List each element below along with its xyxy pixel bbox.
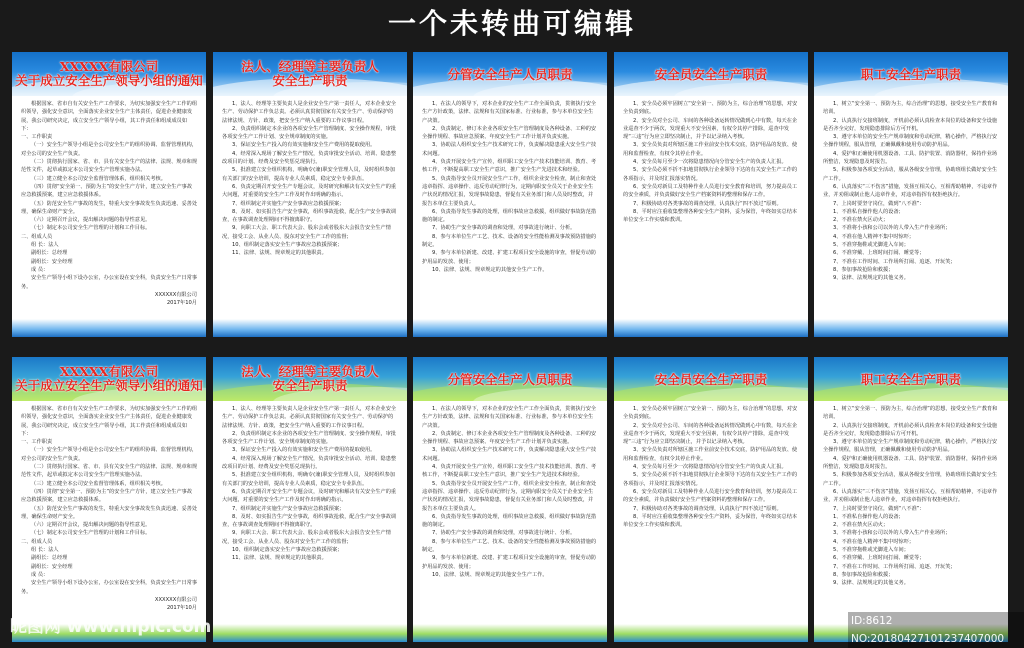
board-paragraph: 安全生产领导小组下设办公室，办公室设在安全科，负责安全生产日常事务。 (21, 275, 197, 290)
board-paragraph: 4、不准在他人精神不集中时惊吓； (833, 538, 915, 545)
board-paragraph: 7、组织制定并实施生产安全事故应急救援预案； (232, 200, 345, 207)
board-paragraph: 2、认真执行交接班制度，开机前必须认真检查本岗位的设备和安全设施是否齐全完好，发现隐患排除后方可开机。 (823, 117, 998, 132)
board-paragraph: 3、遵守本单位的安全生产规章制度和劳动纪律，精心操作，严格执行安全操作规程，服从管理，正确佩戴和使用劳动防护用品。 (823, 439, 998, 454)
poster-board-3 (413, 52, 607, 337)
board-title: 分管安全生产人员职责 (447, 372, 573, 387)
board-paragraph: 4、负责开展安全生产宣传，组织职工安全生产技术技能培训、教育、考核工作，不断提高职工安全生产意识，推广安全生产先进技术和经验。 (422, 464, 597, 479)
board-paragraph: 6、不准穿戴、上班时间打闹、睡觉等； (833, 555, 925, 562)
board-paragraph: 2、负责组织制定本企业的各项安全生产管理制度、安全操作规程，审批各项安全生产工作计划、安全规章制度的实施。 (222, 430, 397, 446)
board-paragraph: （二）贯彻执行国家、省、市、县有关安全生产的法律、法规、规章和规范性文件，起草或拟定本公司安全生产管理实施办法。 (21, 464, 197, 479)
board-header (413, 357, 607, 401)
board-paragraph: 5、负责指导安全员开展安全生产工作，组织企业安全检查，制止和查处违章指挥、违章操作、违反劳动纪律行为，定期向职安全员关于企业安全生产状况的情况汇报，发现事故隐患，督促有关业务部门和人员及时整改，并报告本单位主要负责人。 (422, 175, 597, 207)
board-paragraph: （一）安全生产领导小组是全公司安全生产的组织协调、监督管理机构，对全公司的安全生产负责。 (21, 142, 197, 157)
board-header (814, 52, 1008, 96)
board-paragraph: 4、负责开展安全生产宣传，组织职工安全生产技术技能培训、教育、考核工作，不断提高职工安全生产意识，推广安全生产先进技术和经验。 (422, 159, 597, 174)
poster-board-1 (12, 52, 206, 337)
board-paragraph: 5、负责指导安全员开展安全生产工作，组织企业安全检查，制止和查处违章指挥、违章操作、违反劳动纪律行为，定期向职安全员关于企业安全生产状况的情况汇报，发现事故隐患，督促有关业务部门和人员及时整改，并报告本单位主要负责人。 (422, 480, 597, 512)
board-paragraph: 7、组织制定并实施生产安全事故应急救援预案； (232, 505, 345, 512)
poster-board-2 (213, 52, 407, 337)
board-paragraph: 2、安全员对全公司、车间的各种设备运转情况做到心中有数，每天在企业巡查不少于两次，发现重大不安全因素，有权令其停产排除，巡查中发现“三违”行为应立即坚决制止，并予以记录纳入考核。 (623, 117, 798, 141)
board-paragraph: 5、不准穿拖鞋或光脚进入车间； (833, 547, 909, 554)
board-paragraph: 成 员： (31, 266, 49, 273)
board-paragraph: 9、法律、法规规定的其他义务。 (833, 580, 909, 587)
board-header (614, 52, 808, 96)
board-body (623, 100, 799, 322)
board-paragraph: 9、向职工大会、职工代表大会、股东会或者股东大会报告安全生产情况，接受工会、从业人员、股东对安全生产工作的监督； (222, 530, 391, 545)
board-header (12, 357, 206, 401)
board-paragraph: 6、负责定期召开安全生产专题会议，及时研究和解决有关安全生产的重大问题，对重要的安全生产工作及时作出明确的指示。 (222, 488, 397, 504)
board-paragraph: 5、批准建立安全组织机构，明确专(兼)职安全管理人员，及时组织参加有关部门的安全培训，提高专业人员素质，稳定安全专业队伍。 (222, 167, 395, 182)
board-paragraph: 8、参加事故抢险和救援； (833, 266, 894, 273)
poster-board-3 (413, 357, 607, 642)
board-paragraph: （六）定期召开会议，提出解决问题的指导性意见。 (31, 217, 151, 224)
site-watermark: 昵图网 www.nipic.com (10, 617, 212, 637)
board-paragraph: 7、协助生产安全事故的调查和处理，对事故进行统计、分析。 (432, 225, 576, 232)
poster-board-1 (12, 357, 206, 642)
board-paragraph: 3、安全员负责对所辖区施工作业前安全技术交底，防护用品的发放、使用和监督检查，有权令其停止作业。 (623, 447, 798, 462)
board-paragraph: 二、组成人员 (21, 233, 53, 240)
board-paragraph: 6、安全员对新员工及特种作业人员进行安全教育和培训，努力提高员工的安全素质，并负责做好安全生产档案资料的整理和保存工作。 (623, 488, 798, 504)
board-paragraph: （五）防范安全生产事故的发生，特重大安全事故发生负责迅速、妥善处理，确保生命财产安全。 (21, 505, 197, 520)
board-paragraph: （三）建立健全本公司安全监督管理体系，组织相关考核。 (31, 480, 166, 487)
board-paragraph: 6、认真落实“三不伤害”措施，发扬互相关心，互相帮助精神，不违章作业，并劝阻或制止他人违章作业，对违章指挥有权拒绝执行。 (823, 183, 998, 199)
board-paragraph: 一、工作职责 (21, 439, 53, 446)
board-paragraph: 4、经常深入现场了解安全生产情况，负责审批安全活动、培训、隐患整改项目的计划、经费及安全奖惩兑现执行。 (222, 150, 397, 166)
board-body (623, 405, 799, 627)
board-paragraph: 7、不准在工作时间、工作场所打闹、追逐、开玩笑； (833, 258, 956, 265)
board-footer-decoration (413, 624, 607, 642)
board-paragraph: 4、安全员每月至少一次将隐患情况向分管安全生产的负责人汇报。 (633, 159, 787, 166)
board-paragraph: 3、安全员负责对所辖区施工作业前安全技术交底，防护用品的发放、使用和监督检查，有权令其停止作业。 (623, 142, 798, 157)
board-paragraph: 10、法律、法规、规章规定的其他安全生产工作。 (432, 266, 548, 273)
poster-board-5 (814, 357, 1008, 642)
board-paragraph: 副组长：安全经理 (31, 258, 73, 265)
board-paragraph: 2、负责制定、修订本企业各项安全生产管理制度及各种设备、工种的安全操作规程、事故应急预案、年度安全生产工作计划并负责实施。 (422, 430, 597, 446)
board-footer-decoration (814, 319, 1008, 337)
board-paragraph: 10、组织制定落实安全生产事故应急救援预案； (232, 242, 343, 249)
board-body (422, 405, 598, 627)
board-paragraph: 2、安全员对全公司、车间的各种设备运转情况做到心中有数，每天在企业巡查不少于两次，发现重大不安全因素，有权令其停产排除，巡查中发现“三违”行为应立即坚决制止，并予以记录纳入考核。 (623, 422, 798, 446)
poster-board-4 (614, 357, 808, 642)
board-paragraph: 10、法律、法规、规章规定的其他安全生产工作。 (432, 571, 548, 578)
page-title: 一个未转曲可编辑 (387, 7, 636, 40)
board-title: XXXXX有限公司 关于成立安全生产领导小组的通知 (15, 364, 203, 393)
board-paragraph: （七）制定本公司安全生产管理的计划和工作目标。 (31, 530, 151, 537)
board-paragraph: 7、上岗时要坚守岗位，做到“八不准”： (833, 200, 925, 207)
board-paragraph: 8、及时、如实报告生产安全事故，组织事故抢救，配合生产安全事故调查，在事故调查处理期间不得擅离职守。 (222, 208, 397, 224)
board-header (614, 357, 808, 401)
board-paragraph: 3、不准将小孩和公司以外的人带入生产作业场所； (833, 225, 951, 232)
board-paragraph: 6、负责定期召开安全生产专题会议，及时研究和解决有关安全生产的重大问题，对重要的安全生产工作及时作出明确的指示。 (222, 183, 397, 199)
board-paragraph: 2、负责组织制定本企业的各项安全生产管理制度、安全操作规程，审批各项安全生产工作计划、安全规章制度的实施。 (222, 125, 397, 141)
board-paragraph: 5、积极参加各项安全活动，服从各级安全管理，协助班组长做好安全生产工作。 (823, 167, 998, 182)
board-paragraph: 3、保证安全生产投入的有效实施和安全生产费用的提取使用。 (232, 447, 376, 454)
board-header (12, 52, 206, 96)
board-paragraph: 5、安全员必须不折不扣地贯彻执行企业领导下达的有关安全生产工作的各项指示，并及时汇报落实情况。 (623, 472, 798, 487)
board-paragraph: 10、组织制定落实安全生产事故应急救援预案； (232, 547, 343, 554)
poster-board-2 (213, 357, 407, 642)
board-paragraph: 3、不准将小孩和公司以外的人带入生产作业场所； (833, 530, 951, 537)
poster-board-4 (614, 52, 808, 337)
board-paragraph: 1、在法人的领导下，对本企业的安全生产工作全面负责，贯彻执行安全生产方针政策，法律、法规和有关国家标准、行业标准，参与本单位安全生产决策。 (422, 406, 597, 429)
board-title: 安全员安全生产职责 (654, 67, 768, 82)
board-paragraph: 7、不准在工作时间、工作场所打闹、追逐、开玩笑； (833, 563, 956, 570)
board-header (413, 52, 607, 96)
board-paragraph: 9、参与本单位新建、改建、扩建工程项目安全设施的审查，督促劳动防护用品的发放、使用； (422, 555, 597, 570)
board-paragraph: 7、积极协助对各类事故的调查处理，认真执行“四不放过”原则。 (633, 505, 782, 512)
board-paragraph: 6、不准穿戴、上班时间打闹、睡觉等； (833, 250, 925, 257)
board-paragraph: 组 长：法人 (31, 242, 59, 249)
board-paragraph: 4、安全员每月至少一次将隐患情况向分管安全生产的负责人汇报。 (633, 464, 787, 471)
board-paragraph: 9、参与本单位新建、改建、扩建工程项目安全设施的审查，督促劳动防护用品的发放、使用； (422, 250, 597, 265)
board-paragraph: 1、法人、经理等主要负责人是企业安全生产第一责任人，对本企业安全生产、劳动保护工作负总责。必须认真贯彻国家有关安全生产、劳动保护的法律法规、方针、政策，把安全生产纳入重要的工作议事日程。 (222, 101, 397, 124)
board-paragraph: 11、法律、法规、规章规定的其他职责。 (232, 555, 327, 562)
board-paragraph: XXXXXX有限公司 (154, 291, 197, 298)
board-paragraph: 8、平时应注重收集整理各种安全生产资料，妥为保管，年终如实总结本单位安全工作实绩和教训。 (623, 208, 798, 224)
board-body (823, 100, 999, 322)
board-footer-decoration (413, 319, 607, 337)
board-title: 职工安全生产职责 (860, 372, 961, 387)
board-paragraph: 6、安全员对新员工及特种作业人员进行安全教育和培训，努力提高员工的安全素质，并负责做好安全生产档案资料的整理和保存工作。 (623, 183, 798, 199)
board-paragraph: 2017年10月 (166, 300, 197, 307)
board-header (814, 357, 1008, 401)
board-paragraph: 1、不准私自操作他人的设备； (833, 513, 904, 520)
board-footer-decoration (12, 319, 206, 337)
board-paragraph: 1、安全员必须牢固树立“安全第一、预防为主，综合治理”的思想，对安全负责到底。 (623, 101, 798, 116)
board-paragraph: 5、安全员必须不折不扣地贯彻执行企业领导下达的有关安全生产工作的各项指示，并及时汇报落实情况。 (623, 167, 798, 182)
board-paragraph: 二、组成人员 (21, 538, 53, 545)
board-footer-decoration (213, 319, 407, 337)
board-paragraph: 9、向职工大会、职工代表大会、股东会或者股东大会报告安全生产情况，接受工会、从业人员、股东对安全生产工作的监督； (222, 225, 391, 240)
board-body (422, 100, 598, 322)
board-body (21, 405, 197, 627)
board-paragraph: 根据国家、省市自有关安全生产工作要求，为切实加强安全生产工作的组织领导，强化安全意识，全面落实企业安全生产主体责任，促进企业健康发展，我公司研究决定，成立安全生产领导小组，其工作责任和组成成员如下： (21, 101, 197, 132)
board-paragraph: 8、参加事故抢险和救援； (833, 571, 894, 578)
board-paragraph: 7、协助生产安全事故的调查和处理，对事故进行统计、分析。 (432, 530, 576, 537)
board-title: 职工安全生产职责 (860, 67, 961, 82)
board-paragraph: 8、参与本单位生产工艺、技术、设备的安全性能检测及事故预防措施的制定。 (422, 233, 597, 249)
board-paragraph: 5、批准建立安全组织机构，明确专(兼)职安全管理人员，及时组织参加有关部门的安全培训，提高专业人员素质，稳定安全专业队伍。 (222, 472, 395, 487)
board-paragraph: （四）贯彻“安全第一、预防为主”的安全生产方针，建立安全生产事故应急救援预案，建立应急救援体系。 (21, 183, 193, 199)
board-paragraph: XXXXXX有限公司 (154, 596, 197, 603)
board-paragraph: （三）建立健全本公司安全监督管理体系，组织相关考核。 (31, 175, 166, 182)
board-paragraph: 一、工作职责 (21, 134, 53, 141)
board-footer-decoration (614, 624, 808, 642)
board-paragraph: 4、经常深入现场了解安全生产情况，负责审批安全活动、培训、隐患整改项目的计划、经费及安全奖惩兑现执行。 (222, 455, 397, 471)
board-paragraph: 4、爱护和正确使用机器设备、工具、防护装置、消防器材，保持作业场所整洁，发现隐患及时报告。 (823, 150, 998, 166)
board-body (21, 100, 197, 322)
board-paragraph: 11、法律、法规、规章规定的其他职责。 (232, 250, 327, 257)
board-paragraph: 2、负责制定、修订本企业各项安全生产管理制度及各种设备、工种的安全操作规程、事故应急预案、年度安全生产工作计划并负责实施。 (422, 125, 597, 141)
board-title: 法人、经理等主要负责人 安全生产职责 (241, 364, 379, 393)
board-paragraph: 5、积极参加各项安全活动，服从各级安全管理，协助班组长做好安全生产工作。 (823, 472, 998, 487)
board-paragraph: 4、不准在他人精神不集中时惊吓； (833, 233, 915, 240)
board-title: 分管安全生产人员职责 (447, 67, 573, 82)
board-paragraph: 1、在法人的领导下，对本企业的安全生产工作全面负责，贯彻执行安全生产方针政策，法律、法规和有关国家标准、行业标准，参与本单位安全生产决策。 (422, 101, 597, 124)
board-header (213, 357, 407, 401)
board-body (222, 405, 398, 627)
board-paragraph: 8、平时应注重收集整理各种安全生产资料，妥为保管，年终如实总结本单位安全工作实绩和教训。 (623, 513, 798, 529)
board-paragraph: 7、积极协助对各类事故的调查处理，认真执行“四不放过”原则。 (633, 200, 782, 207)
board-paragraph: 3、遵守本单位的安全生产规章制度和劳动纪律，精心操作，严格执行安全操作规程，服从管理，正确佩戴和使用劳动防护用品。 (823, 134, 998, 149)
board-paragraph: 副组长：安全经理 (31, 563, 73, 570)
board-paragraph: 2、认真执行交接班制度，开机前必须认真检查本岗位的设备和安全设施是否齐全完好，发现隐患排除后方可开机。 (823, 422, 998, 437)
image-id: ID:8612 NO:20180427101237407000 (848, 612, 1024, 648)
board-row-bottom (12, 357, 1012, 642)
board-paragraph: （四）贯彻“安全第一、预防为主”的安全生产方针，建立安全生产事故应急救援预案，建立应急救援体系。 (21, 488, 193, 504)
board-paragraph: 安全生产领导小组下设办公室，办公室设在安全科，负责安全生产日常事务。 (21, 580, 197, 595)
board-paragraph: 2017年10月 (166, 605, 197, 612)
board-header (213, 52, 407, 96)
board-paragraph: 1、树立“安全第一、预防为主，综合治理”的思想，接受安全生产教育和培训。 (823, 101, 998, 116)
board-paragraph: 副组长：总经理 (31, 250, 68, 257)
board-footer-decoration (213, 624, 407, 642)
board-paragraph: 5、不准穿拖鞋或光脚进入车间； (833, 242, 909, 249)
board-title: 法人、经理等主要负责人 安全生产职责 (241, 59, 379, 88)
board-paragraph: 3、协助法人组织安全生产技术研究工作，负责解决隐患重大安全生产技术问题。 (422, 447, 597, 462)
board-paragraph: 6、认真落实“三不伤害”措施，发扬互相关心，互相帮助精神，不违章作业，并劝阻或制止他人违章作业，对违章指挥有权拒绝执行。 (823, 488, 998, 504)
board-paragraph: 8、及时、如实报告生产安全事故，组织事故抢救，配合生产安全事故调查，在事故调查处理期间不得擅离职守。 (222, 513, 397, 529)
board-title: XXXXX有限公司 关于成立安全生产领导小组的通知 (15, 59, 203, 88)
board-body (823, 405, 999, 627)
board-paragraph: 2、不准在禁火区动火； (833, 217, 889, 224)
board-paragraph: 8、参与本单位生产工艺、技术、设备的安全性能检测及事故预防措施的制定。 (422, 538, 597, 554)
board-paragraph: 1、树立“安全第一、预防为主，综合治理”的思想，接受安全生产教育和培训。 (823, 406, 998, 421)
board-paragraph: 副组长：总经理 (31, 555, 68, 562)
board-paragraph: （六）定期召开会议，提出解决问题的指导性意见。 (31, 522, 151, 529)
board-paragraph: （二）贯彻执行国家、省、市、县有关安全生产的法律、法规、规章和规范性文件，起草或拟定本公司安全生产管理实施办法。 (21, 159, 197, 174)
poster-board-5 (814, 52, 1008, 337)
board-paragraph: 3、保证安全生产投入的有效实施和安全生产费用的提取使用。 (232, 142, 376, 149)
board-paragraph: 1、安全员必须牢固树立“安全第一、预防为主，综合治理”的思想，对安全负责到底。 (623, 406, 798, 421)
board-paragraph: 成 员： (31, 571, 49, 578)
board-paragraph: 组 长：法人 (31, 547, 59, 554)
board-row-top (12, 52, 1012, 337)
board-footer-decoration (614, 319, 808, 337)
board-paragraph: 根据国家、省市自有关安全生产工作要求，为切实加强安全生产工作的组织领导，强化安全意识，全面落实企业安全生产主体责任，促进企业健康发展，我公司研究决定，成立安全生产领导小组，其工作责任和组成成员如下： (21, 406, 197, 437)
board-paragraph: （五）防范安全生产事故的发生，特重大安全事故发生负责迅速、妥善处理，确保生命财产安全。 (21, 200, 197, 215)
board-paragraph: （七）制定本公司安全生产管理的计划和工作目标。 (31, 225, 151, 232)
board-paragraph: 2、不准在禁火区动火； (833, 522, 889, 529)
board-paragraph: 6、负责指导发生事故的处理，组织事故应急救援，组织做好事故防范措施的制定。 (422, 208, 597, 224)
board-paragraph: 1、不准私自操作他人的设备； (833, 208, 904, 215)
board-title: 安全员安全生产职责 (654, 372, 768, 387)
board-paragraph: （一）安全生产领导小组是全公司安全生产的组织协调、监督管理机构，对全公司的安全生产负责。 (21, 447, 197, 462)
board-body (222, 100, 398, 322)
board-paragraph: 6、负责指导发生事故的处理，组织事故应急救援，组织做好事故防范措施的制定。 (422, 513, 597, 529)
board-paragraph: 1、法人、经理等主要负责人是企业安全生产第一责任人，对本企业安全生产、劳动保护工作负总责。必须认真贯彻国家有关安全生产、劳动保护的法律法规、方针、政策，把安全生产纳入重要的工作议事日程。 (222, 406, 397, 429)
board-paragraph: 9、法律、法规规定的其他义务。 (833, 275, 909, 282)
board-paragraph: 7、上岗时要坚守岗位，做到“八不准”： (833, 505, 925, 512)
board-paragraph: 4、爱护和正确使用机器设备、工具、防护装置、消防器材，保持作业场所整洁，发现隐患及时报告。 (823, 455, 998, 471)
board-paragraph: 3、协助法人组织安全生产技术研究工作，负责解决隐患重大安全生产技术问题。 (422, 142, 597, 157)
